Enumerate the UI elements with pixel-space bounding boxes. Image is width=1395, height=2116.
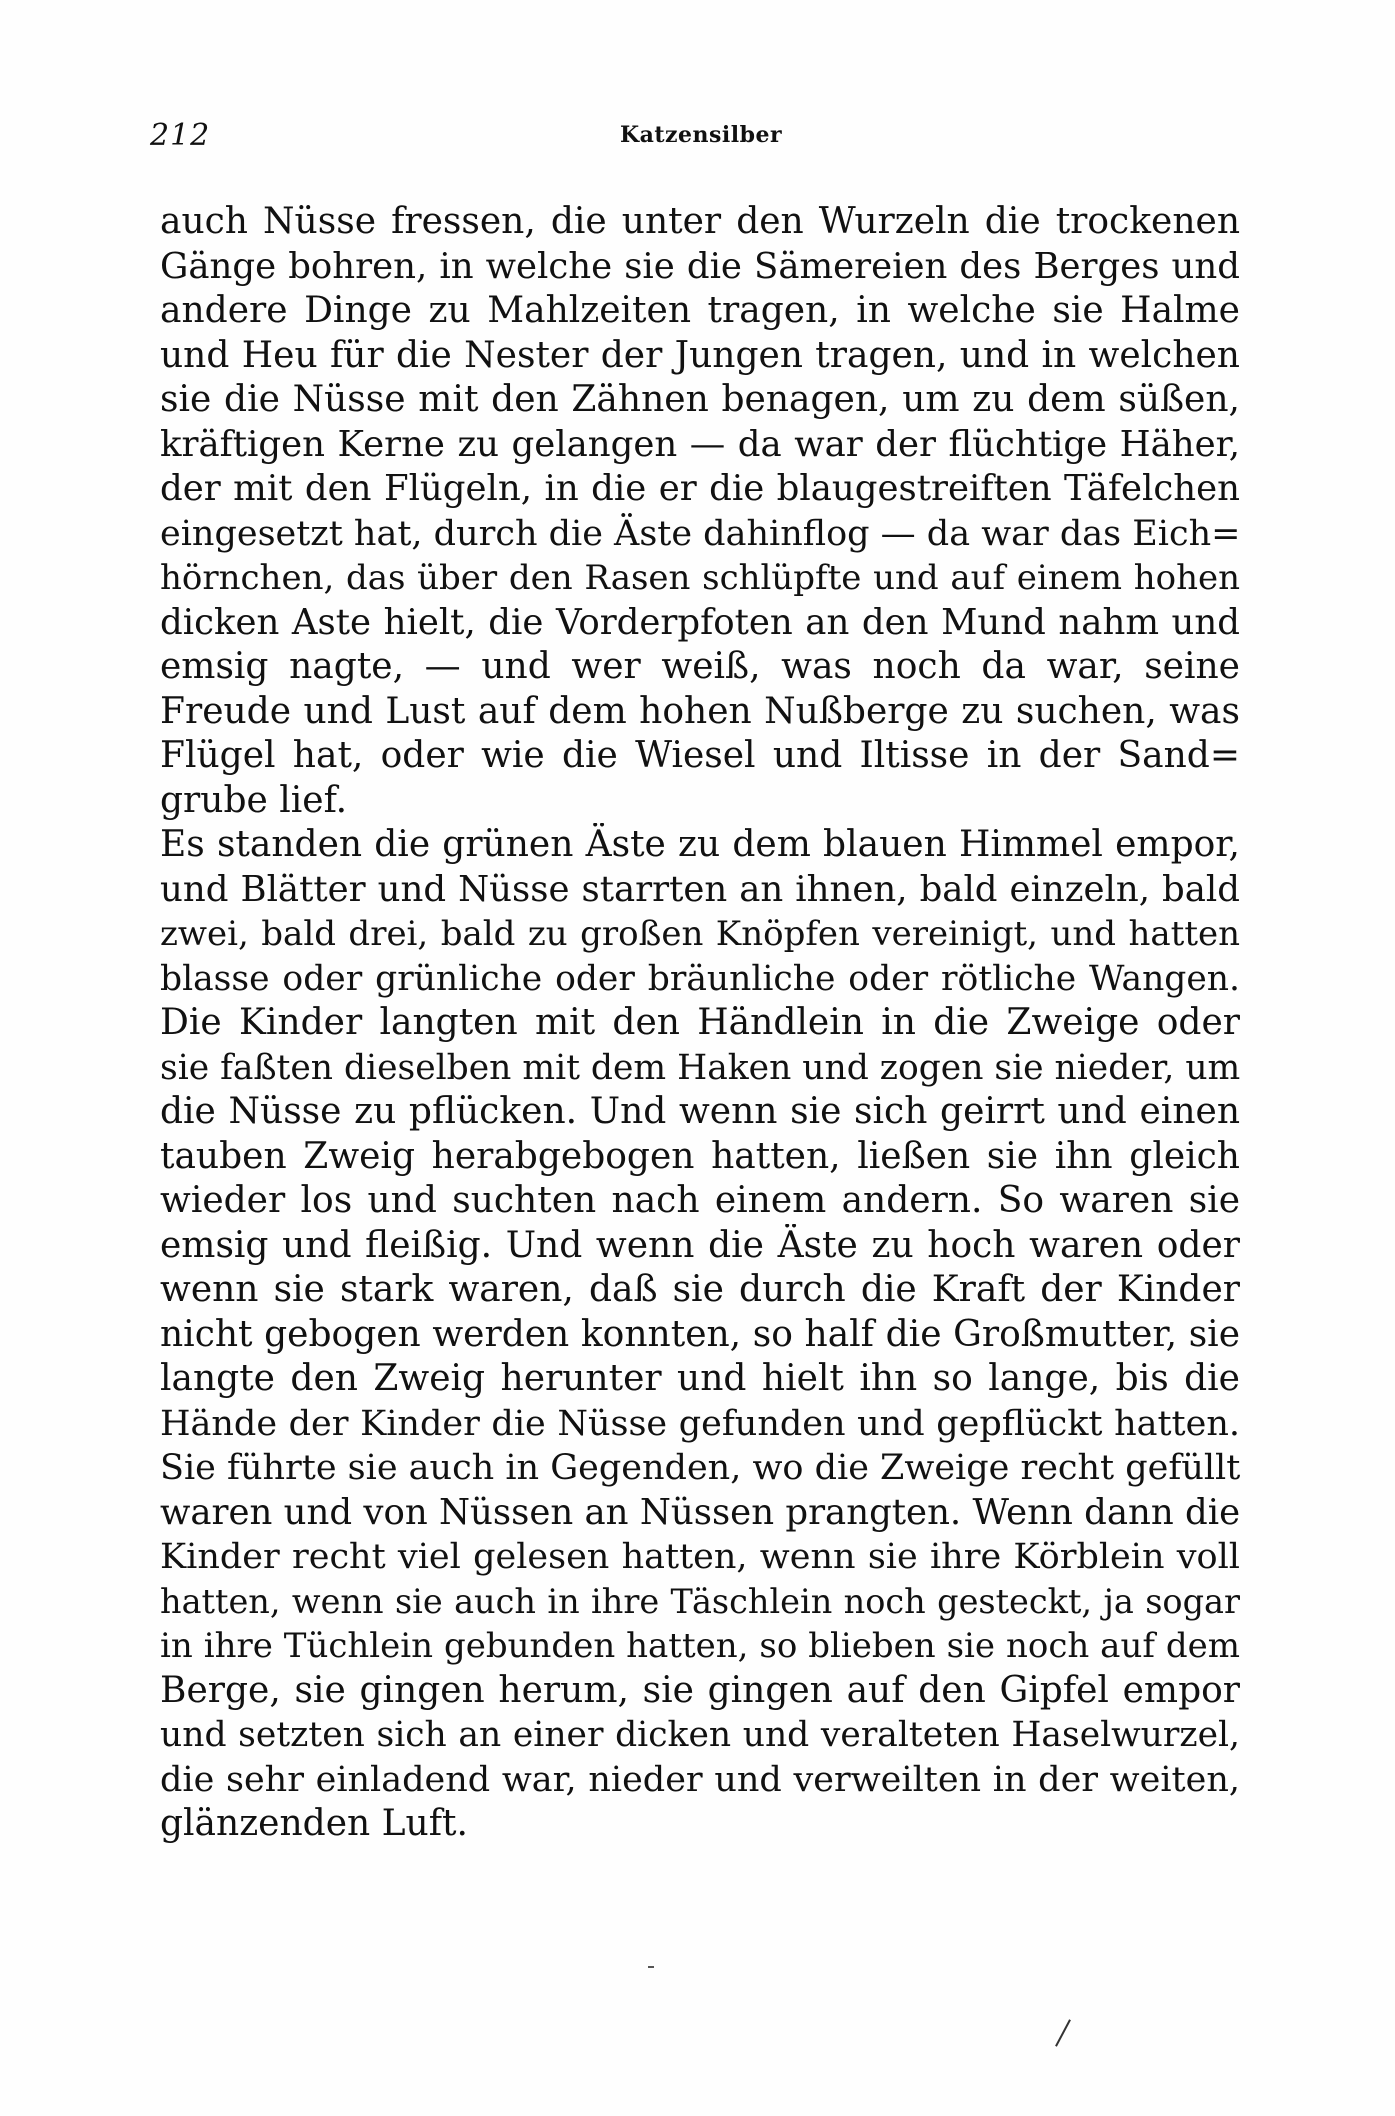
text-line: Sie führte sie auch in Gegenden, wo die Zweige recht gefüllt [160,1448,1240,1488]
text-line: und Heu für die Nester der Jungen tragen, und in welchen [160,334,1240,376]
text-line: Gänge bohren, in welche sie die Sämereien des Berges und [160,245,1240,287]
text-line: die sehr einladend war, nieder und verweilten in der weiten, [160,1759,1240,1800]
text-line: auch Nüsse fressen, die unter den Wurzeln die trockenen [160,201,1240,242]
text-line: Die Kinder langten mit den Händlein in die Zweige oder [160,1002,1240,1043]
text-line: Berge, sie gingen herum, sie gingen auf den Gipfel empor [160,1669,1240,1711]
text-line: andere Dinge zu Mahlzeiten tragen, in welche sie Halme [160,290,1240,331]
text-line: hatten, wenn sie auch in ihre Täschlein noch gesteckt, ja sogar [160,1581,1240,1621]
text-line: emsig nagte, — und wer weiß, was noch da war, seine [160,646,1240,687]
text-line: wieder los und suchten nach einem andern. So waren sie [160,1180,1240,1221]
text-line: der mit den Flügeln, in die er die blaugestreiften Täfelchen [160,468,1240,509]
text-line: die Nüsse zu pflücken. Und wenn sie sich geirrt und einen [160,1091,1240,1132]
print-speck [648,1966,654,1968]
page-number: 212 [150,118,211,153]
text-line: nicht gebogen werden konnten, so half die Großmutter, sie [160,1313,1240,1355]
text-line: sie die Nüsse mit den Zähnen benagen, um zu dem süßen, [160,379,1240,420]
text-line: glänzenden Luft. [160,1803,468,1844]
text-line: kräftigen Kerne zu gelangen — da war der flüchtige Häher, [160,423,1240,465]
text-line: dicken Aste hielt, die Vorderpfoten an den Mund nahm und [160,601,1240,643]
text-line: zwei, bald drei, bald zu großen Knöpfen vereinigt, und hatten [160,914,1240,954]
stray-pen-mark [1055,2019,1071,2046]
text-line: langte den Zweig herunter und hielt ihn so lange, bis die [160,1358,1240,1399]
text-line: Freude und Lust auf dem hohen Nußberge zu suchen, was [160,690,1240,732]
text-line: Es standen die grünen Äste zu dem blauen Himmel empor, [160,824,1240,865]
page-header [150,118,1245,158]
text-line: eingesetzt hat, durch die Äste dahinflog — da war das Eich= [160,513,1240,554]
text-line: Flügel hat, oder wie die Wiesel und Iltisse in der Sand= [160,735,1240,776]
running-title: Katzensilber [620,122,783,148]
text-line: Hände der Kinder die Nüsse gefunden und gepflückt hatten. [160,1403,1240,1444]
text-line: und setzten sich an einer dicken und veralteten Haselwurzel, [160,1715,1240,1755]
text-line: wenn sie stark waren, daß sie durch die Kraft der Kinder [160,1269,1240,1310]
text-line: in ihre Tüchlein gebunden hatten, so blieben sie noch auf dem [160,1626,1240,1666]
body-text [160,200,1240,1847]
text-line: sie faßten dieselben mit dem Haken und zogen sie nieder, um [160,1047,1240,1088]
text-line: emsig und fleißig. Und wenn die Äste zu hoch waren oder [160,1224,1240,1266]
text-line: Kinder recht viel gelesen hatten, wenn sie ihre Körblein voll [160,1537,1240,1577]
text-line: waren und von Nüssen an Nüssen prangten. Wenn dann die [160,1491,1240,1533]
text-line: und Blätter und Nüsse starrten an ihnen, bald einzeln, bald [160,868,1240,910]
text-line: hörnchen, das über den Rasen schlüpfte und auf einem hohen [160,558,1240,598]
text-line: grube lief. [160,779,348,821]
text-line: tauben Zweig herabgebogen hatten, ließen sie ihn gleich [160,1135,1240,1177]
text-line: blasse oder grünliche oder bräunliche oder rötliche Wangen. [160,958,1240,999]
